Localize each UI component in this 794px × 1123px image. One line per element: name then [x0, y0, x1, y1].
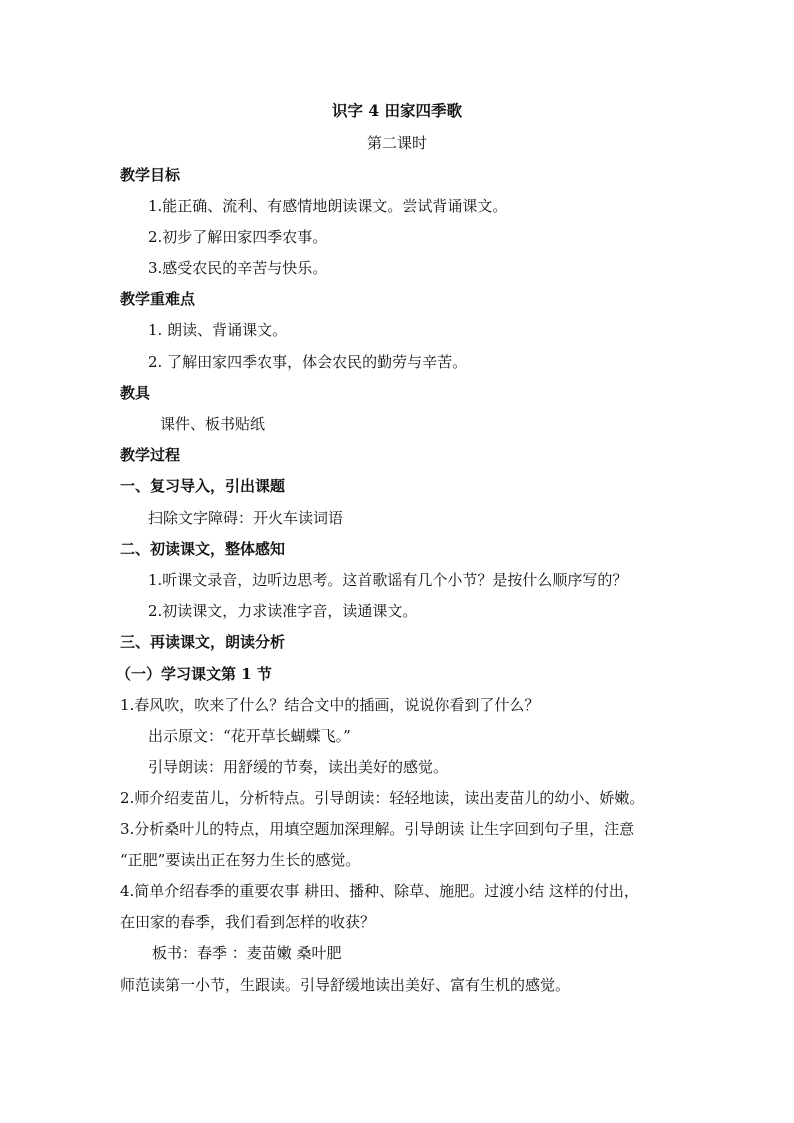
section-heading-process: 教学过程: [120, 446, 181, 464]
objective-item: 3.感受农民的辛苦与快乐。: [148, 259, 328, 277]
materials-text: 课件、板书贴纸: [160, 415, 266, 433]
process-text: 1.听课文录音，边听边思考。这首歌谣有几个小节？是按什么顺序写的？: [148, 571, 628, 589]
process-text: 3.分析桑叶儿的特点，用填空题加深理解。引导朗读 让生字回到句子里，注意: [120, 820, 635, 838]
key-point-item: 2. 了解田家四季农事，体会农民的勤劳与辛苦。: [148, 353, 468, 371]
process-step-heading: 二、初读课文，整体感知: [120, 540, 286, 558]
section-heading-objectives: 教学目标: [120, 166, 181, 184]
process-text: 在田家的春季，我们看到怎样的收获？: [120, 913, 376, 931]
blackboard-text: 板书：春季 ：麦苗嫩 桑叶肥: [152, 944, 342, 962]
document-subtitle: 第二课时: [366, 134, 427, 152]
objective-item: 2.初步了解田家四季农事。: [148, 228, 328, 246]
process-text: 2.师介绍麦苗儿，分析特点。引导朗读：轻轻地读，读出麦苗儿的幼小、娇嫩。: [120, 789, 645, 807]
objective-item: 1.能正确、流利、有感情地朗读课文。尝试背诵课文。: [148, 197, 508, 215]
process-text: 扫除文字障碍：开火车读词语: [148, 509, 344, 527]
process-text: 师范读第一小节，生跟读。引导舒缓地读出美好、富有生机的感觉。: [120, 976, 571, 994]
subsection-heading: （一）学习课文第 1 节: [116, 665, 272, 683]
section-heading-key-points: 教学重难点: [120, 290, 196, 308]
process-step-heading: 一、复习导入，引出课题: [120, 477, 286, 495]
section-heading-materials: 教具: [120, 384, 151, 402]
process-step-heading: 三、再读课文，朗读分析: [120, 633, 286, 651]
process-text: “正肥”要读出正在努力生长的感觉。: [120, 851, 361, 869]
process-text: 1.春风吹，吹来了什么？结合文中的插画，说说你看到了什么？: [120, 696, 540, 714]
process-text: 4.简单介绍春季的重要农事 耕田、播种、除草、施肥。过渡小结 这样的付出，: [120, 882, 639, 900]
process-text: 引导朗读：用舒缓的节奏，读出美好的感觉。: [148, 758, 449, 776]
process-text: 出示原文：“花开草长蝴蝶飞。”: [148, 727, 351, 745]
document-title: 识字 4 田家四季歌: [331, 101, 463, 120]
process-text: 2.初读课文，力求读准字音，读通课文。: [148, 602, 418, 620]
key-point-item: 1. 朗读、背诵课文。: [148, 321, 288, 339]
